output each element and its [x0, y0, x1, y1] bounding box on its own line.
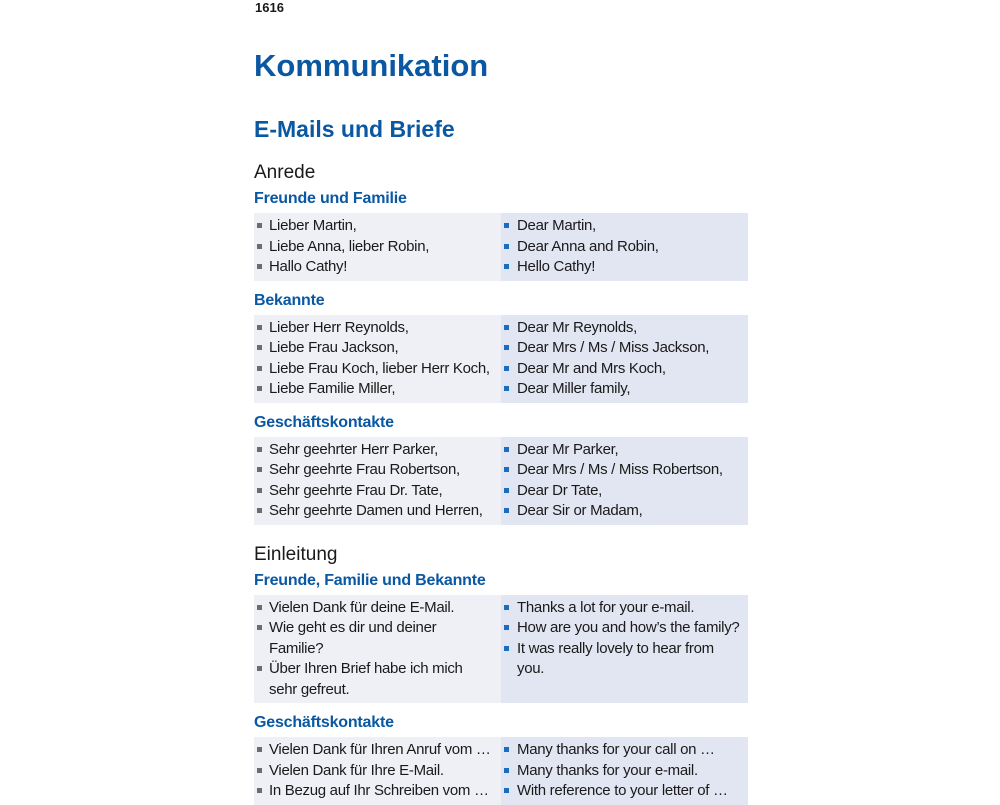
english-phrase: Dear Anna and Robin, — [501, 237, 748, 258]
square-bullet-icon — [504, 508, 509, 513]
square-bullet-icon — [257, 768, 262, 773]
square-bullet-icon — [504, 625, 509, 630]
german-phrase: Liebe Frau Koch, lieber Herr Koch, — [254, 359, 501, 380]
square-bullet-icon — [504, 244, 509, 249]
phrase-table — [254, 595, 748, 704]
square-bullet-icon — [504, 747, 509, 752]
english-phrase: Hello Cathy! — [501, 257, 748, 278]
square-bullet-icon — [257, 447, 262, 452]
german-phrase: Liebe Familie Miller, — [254, 379, 501, 400]
square-bullet-icon — [257, 264, 262, 269]
english-phrase: Dear Sir or Madam, — [501, 501, 748, 522]
english-phrase: Dear Miller family, — [501, 379, 748, 400]
square-bullet-icon — [504, 264, 509, 269]
square-bullet-icon — [504, 223, 509, 228]
german-phrase: Sehr geehrte Frau Dr. Tate, — [254, 481, 501, 502]
square-bullet-icon — [504, 768, 509, 773]
square-bullet-icon — [257, 325, 262, 330]
square-bullet-icon — [504, 646, 509, 651]
english-phrase: Dear Mr Parker, — [501, 440, 748, 461]
square-bullet-icon — [257, 467, 262, 472]
phrase-table — [254, 315, 748, 403]
german-phrase: In Bezug auf Ihr Schreiben vom … — [254, 781, 501, 802]
group-heading: Freunde und Familie — [254, 190, 407, 207]
german-phrase: Vielen Dank für Ihre E-Mail. — [254, 761, 501, 782]
english-phrase: Dear Martin, — [501, 216, 748, 237]
square-bullet-icon — [257, 666, 262, 671]
square-bullet-icon — [257, 605, 262, 610]
english-phrase: Dear Dr Tate, — [501, 481, 748, 502]
page-number: 1616 — [255, 0, 284, 15]
square-bullet-icon — [257, 345, 262, 350]
german-phrase: Vielen Dank für deine E-Mail. — [254, 598, 501, 619]
square-bullet-icon — [257, 386, 262, 391]
square-bullet-icon — [504, 788, 509, 793]
group-heading: Geschäftskontakte — [254, 413, 394, 431]
english-phrase: Dear Mrs / Ms / Miss Robertson, — [501, 460, 748, 481]
german-phrase: Sehr geehrte Frau Robertson, — [254, 460, 501, 481]
german-phrase: Lieber Herr Reynolds, — [254, 318, 501, 339]
german-phrase: Wie geht es dir und deiner Familie? — [254, 618, 458, 659]
english-phrase: Many thanks for your e-mail. — [501, 761, 748, 782]
german-phrase: Hallo Cathy! — [254, 257, 501, 278]
square-bullet-icon — [504, 605, 509, 610]
group-heading: Freunde, Familie und Bekannte — [254, 571, 486, 589]
english-phrase: Thanks a lot for your e-mail. — [501, 598, 748, 619]
english-phrase: With reference to your letter of … — [501, 781, 748, 802]
square-bullet-icon — [504, 325, 509, 330]
english-phrase: Dear Mr Reynolds, — [501, 318, 748, 339]
german-phrase: Vielen Dank für Ihren Anruf vom … — [254, 740, 501, 761]
german-phrase: Liebe Frau Jackson, — [254, 338, 501, 359]
german-phrase: Sehr geehrter Herr Parker, — [254, 440, 501, 461]
english-phrase: It was really lovely to hear from you. — [501, 639, 736, 680]
german-column — [254, 437, 501, 525]
block-heading-einleitung: Einleitung — [254, 543, 338, 565]
phrase-table — [254, 737, 748, 805]
square-bullet-icon — [504, 488, 509, 493]
english-phrase: Dear Mrs / Ms / Miss Jackson, — [501, 338, 748, 359]
block-heading-anrede: Anrede — [254, 162, 316, 183]
square-bullet-icon — [504, 386, 509, 391]
square-bullet-icon — [257, 244, 262, 249]
german-column — [254, 315, 501, 403]
square-bullet-icon — [257, 625, 262, 630]
square-bullet-icon — [504, 366, 509, 371]
group-heading: Bekannte — [254, 291, 325, 309]
square-bullet-icon — [257, 366, 262, 371]
square-bullet-icon — [257, 788, 262, 793]
english-phrase: Dear Mr and Mrs Koch, — [501, 359, 748, 380]
english-column — [501, 595, 748, 704]
page-title: Kommunikation — [254, 48, 489, 83]
english-column — [501, 315, 748, 403]
german-phrase: Sehr geehrte Damen und Herren, — [254, 501, 501, 522]
english-phrase: How are you and how’s the family? — [501, 618, 748, 639]
german-phrase: Lieber Martin, — [254, 216, 501, 237]
square-bullet-icon — [504, 447, 509, 452]
group-heading: Geschäftskontakte — [254, 714, 394, 731]
page-content — [254, 46, 748, 805]
english-phrase: Many thanks for your call on … — [501, 740, 748, 761]
english-column — [501, 213, 748, 281]
phrase-table — [254, 437, 748, 525]
german-phrase: Über Ihren Brief habe ich mich sehr gefreut. — [254, 659, 483, 700]
square-bullet-icon — [257, 488, 262, 493]
german-column — [254, 595, 501, 704]
german-column — [254, 213, 501, 281]
square-bullet-icon — [504, 467, 509, 472]
square-bullet-icon — [257, 508, 262, 513]
german-column — [254, 737, 501, 805]
square-bullet-icon — [504, 345, 509, 350]
english-column — [501, 737, 748, 805]
english-column — [501, 437, 748, 525]
square-bullet-icon — [257, 747, 262, 752]
phrase-table — [254, 213, 748, 281]
section-title: E-Mails und Briefe — [254, 116, 455, 142]
german-phrase: Liebe Anna, lieber Robin, — [254, 237, 501, 258]
square-bullet-icon — [257, 223, 262, 228]
